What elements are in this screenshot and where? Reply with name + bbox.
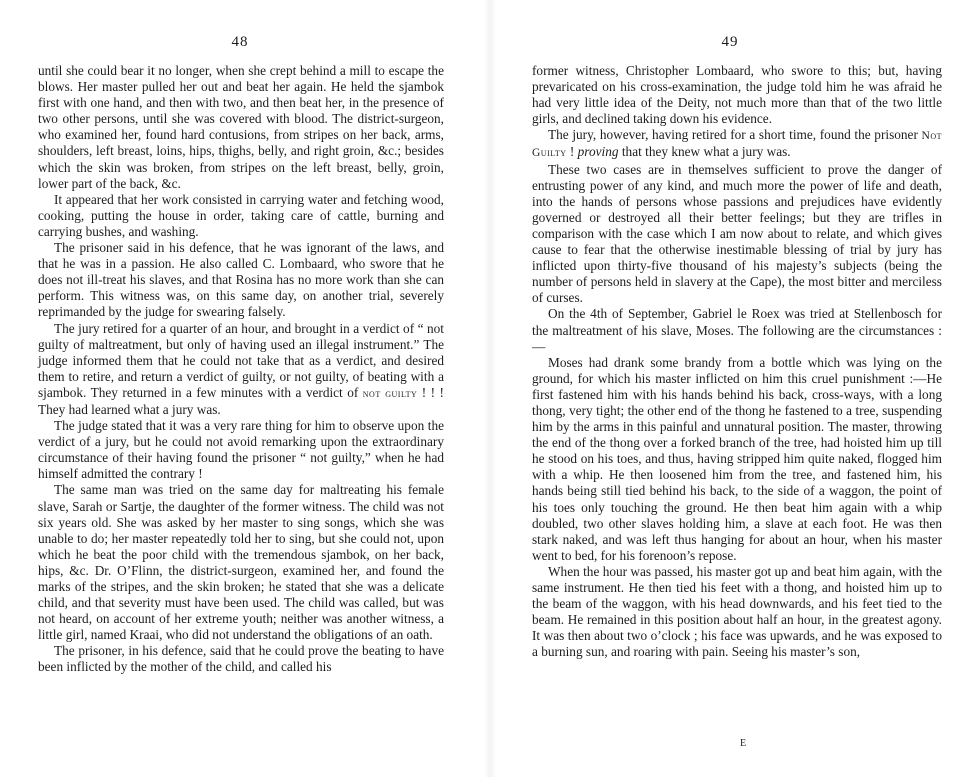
- text-run: The same man was tried on the same day for maltreating his female slave, Sarah or Sartje, the daughter of the former witness. The child was not six years old. She was asked by her master to sing songs, which she was unable to do; her master repeatedly told her to sing, but she could not, upon which he beat the poor child with the tremendous sjambok, on her back, hips, &c. Dr. O’Flinn, the district-surgeon, examined her, and found the marks of the stripes, and the skin broken; he stated that she was a delicate child, and that severity must have been used. The child was called, but was not heard, on account of her extreme youth; neither was another witness, a little girl, named Kraai, who did not understand the obligations of an oath.: [38, 482, 444, 643]
- paragraph: [532, 355, 942, 564]
- text-run: These two cases are in themselves sufficient to prove the danger of entrusting power of any kind, and much more the power of life and death, into the hands of persons whose passions and prejudices have evidently governed or destroyed all their better feelings; but they are trifles in comparison with the case which I am now about to relate, and which gives cause to fear that the otherwise inestimable blessing of trial by jury has inflicted upon thirty-five thousand of his majesty’s subjects (being the number of persons held in slavery at the Cape), the most bitter and merciless of curses.: [532, 161, 942, 306]
- text-run: former witness, Christopher Lombaard, who swore to this; but, having prevaricated on his cross-examination, the judge told him he was afraid he had very little idea of the Deity, not much more than that of the two little girls, and declined taking down his evidence.: [532, 63, 942, 127]
- paragraph: [532, 564, 942, 661]
- text-run: On the 4th of September, Gabriel le Roex was tried at Stellenbosch for the maltreatment of his slave, Moses. The following are the circumstances :—: [532, 306, 942, 354]
- text-run: It appeared that her work consisted in carrying water and fetching wood, cooking, putting the house in order, taking care of cattle, burning and carrying bushes, and washing.: [38, 191, 444, 239]
- text-run: The prisoner said in his defence, that he was ignorant of the laws, and that he was in a passion. He also called C. Lombaard, who swore that he does not ill-treat his slaves, and that Rosina has no more work than she can perform. This witness was, on this same day, on another trial, severely reprimanded by the judge for swearing falsely.: [38, 240, 444, 320]
- paragraph: [38, 418, 444, 482]
- paragraph: [532, 127, 942, 161]
- page-body: [532, 63, 942, 660]
- paragraph: [38, 63, 444, 192]
- text-run: !: [566, 144, 578, 160]
- text-run: The jury, however, having retired for a short time, found the prisoner: [548, 127, 922, 143]
- page-number: 49: [721, 34, 739, 50]
- paragraph: [38, 192, 444, 240]
- paragraph: [38, 643, 444, 675]
- text-run: Moses had drank some brandy from a bottle which was lying on the ground, for which his master inflicted on him this cruel punishment :—He first fastened him with his hands behind his back, cross-ways, with a long thong, very tight; the other end of the thong he fastened to a tree, suspending him by the arms in this painful and unnatural position. The master, throwing the end of the thong over a forked branch of the tree, had hoisted him up till he stood on his toes, and thus, having stripped him quite naked, flogged him with a whip. He then loosened him from the tree, and fastened him, his hands being still tied behind his back, to the side of a waggon, the point of his toes only touching the ground. He then beat him again with a whip doubled, two other slaves holding him, a slave at each foot. He was then stark naked, and was left thus hanging for about an hour, when his master went to bed, for his forenoon’s repose.: [532, 354, 942, 563]
- signature-mark: E: [739, 738, 747, 749]
- paragraph: [38, 482, 444, 643]
- text-run: When the hour was passed, his master got up and beat him again, with the same instrument. He then tied his feet with a thong, and hoisted him up to the beam of the waggon, with his head downwards, and his feet tied to the beam. He remained in this position about half an hour, in the greatest agony. It was then about two o’clock ; his face was upwards, and he was exposed to a burning sun, and roaring with pain. Seeing his master’s son,: [532, 563, 942, 660]
- paragraph: [532, 306, 942, 354]
- text-run: The prisoner, in his defence, said that he could prove the beating to have been inflicted by the mother of the child, and called his: [38, 643, 444, 675]
- small-caps-run: not guilty: [362, 387, 418, 400]
- paragraph: [38, 321, 444, 419]
- right-page: [490, 0, 980, 777]
- page-number: 48: [231, 34, 249, 50]
- text-run: ! ! ! They had learned what a jury was.: [38, 384, 444, 417]
- italic-run: proving: [577, 144, 619, 160]
- small-caps-run: Not Guilty: [532, 130, 942, 160]
- paragraph: [38, 240, 444, 320]
- page-body: [38, 63, 444, 676]
- text-run: until she could bear it no longer, when she crept behind a mill to escape the blows. Her master pulled her out and beat her again. He held the sjambok first with one hand, and then with two, and then beat her, in the presence of two other persons, until she was covered with blood. The district-surgeon, who examined her, found hard contusions, from stripes on her back, arms, shoulders, left breast, loins, hips, thighs, belly, and right groin, &c.; besides which the skin was broken, from stripes on the left breast, belly, groin, lower part of the back, &c.: [38, 63, 444, 191]
- text-run: The jury retired for a quarter of an hour, and brought in a verdict of “ not guilty of maltreatment, but only of having used an illegal instrument.” The judge informed them that he could not take that as a verdict, and desired them to retire, and return a verdict of guilty, or not guilty, of beating with a sjambok. They returned in a few minutes with a verdict of: [38, 320, 444, 400]
- text-run: The judge stated that it was a very rare thing for him to observe upon the verdict of a jury, but he could not avoid remarking upon the extraordinary circumstance of their having found the prisoner “ not guilty,” when he had himself admitted the contrary !: [38, 418, 444, 482]
- paragraph: [532, 63, 942, 127]
- paragraph: [532, 162, 942, 307]
- text-run: that they knew what a jury was.: [618, 144, 791, 160]
